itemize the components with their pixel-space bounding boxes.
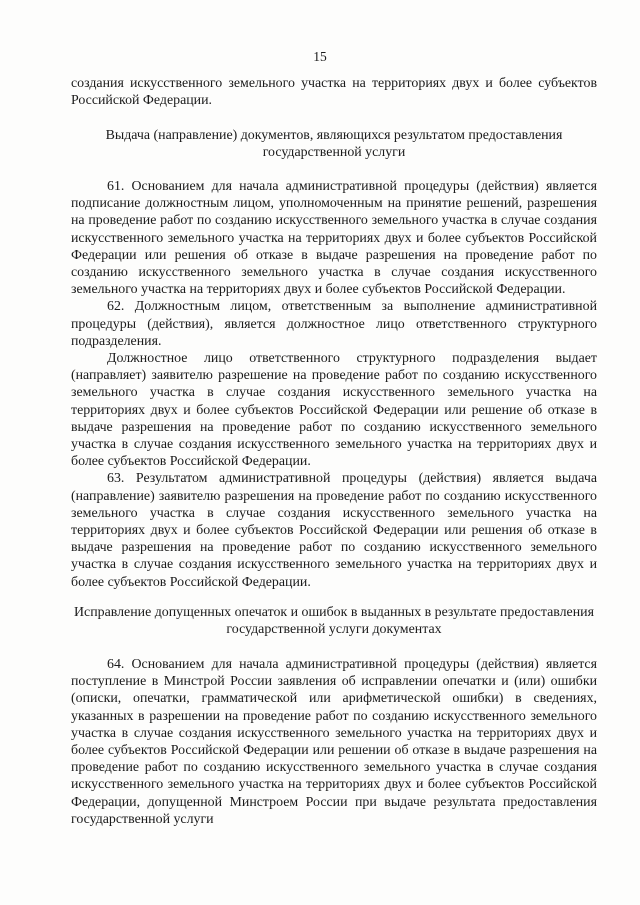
continuation-block: [71, 75, 597, 109]
section-1-body: [71, 178, 597, 591]
section-2-body: [71, 656, 597, 828]
continuation-paragraph: создания искусственного земельного участка на территориях двух и более субъектов Российской Федерации.: [71, 76, 597, 109]
paragraph-62-continued: Должностное лицо ответственного структурного подразделения выдает (направляет) заявителю разрешение на проведение работ по созданию искусственного земельного участка в случае создания искусственного земельного участка на территориях двух и более субъектов Российской Федерации или решение об отказе в выдаче разрешения на проведение работ по созданию искусственного земельного участка в случае создания искусственного земельного участка на территориях двух и более субъектов Российской Федерации.: [71, 351, 597, 470]
section-heading-1-block: [71, 127, 597, 161]
section-heading-2: Исправление допущенных опечаток и ошибок в выданных в результате предоставления государственной услуги документах: [74, 605, 594, 638]
paragraph-62: 62. Должностным лицом, ответственным за выполнение административной процедуры (действия), является должностное лицо ответственного структурного подразделения.: [71, 299, 597, 349]
section-heading-1: Выдача (направление) документов, являющихся результатом предоставления государственной услуги: [105, 128, 563, 161]
section-heading-2-block: [71, 604, 597, 638]
paragraph-64: 64. Основанием для начала административной процедуры (действия) является поступление в Минстрой России заявления об исправлении опечатки и (или) ошибки (описки, опечатки, грамматической или арифметической ошибки) в сведениях, указанных в разрешении на проведение работ по созданию искусственного земельного участка в случае создания искусственного земельного участка на территориях двух и более субъектов Российской Федерации или решении об отказе в выдаче разрешения на проведение работ по созданию искусственного земельного участка в случае создания искусственного земельного участка на территориях двух и более субъектов Российской Федерации, допущенной Минстроем России при выдаче результата предоставления государственной услуги: [71, 657, 597, 827]
page-number: 15: [313, 49, 327, 64]
paragraph-61: 61. Основанием для начала административной процедуры (действия) является подписание должностным лицом, уполномоченным на принятие решений, разрешения на проведение работ по созданию искусственного земельного участка в случае создания искусственного земельного участка на территориях двух и более субъектов Российской Федерации или решения об отказе в выдаче разрешения на проведение работ по созданию искусственного земельного участка в случае создания искусственного земельного участка на территориях двух и более субъектов Российской Федерации.: [71, 179, 597, 298]
paragraph-63: 63. Результатом административной процедуры (действия) является выдача (направление) заявителю разрешения на проведение работ по созданию искусственного земельного участка в случае создания искусственного земельного участка на территориях двух и более субъектов Российской Федерации или решения об отказе в выдаче разрешения на проведение работ по созданию искусственного земельного участка в случае создания искусственного земельного участка на территориях двух и более субъектов Российской Федерации.: [71, 471, 597, 590]
